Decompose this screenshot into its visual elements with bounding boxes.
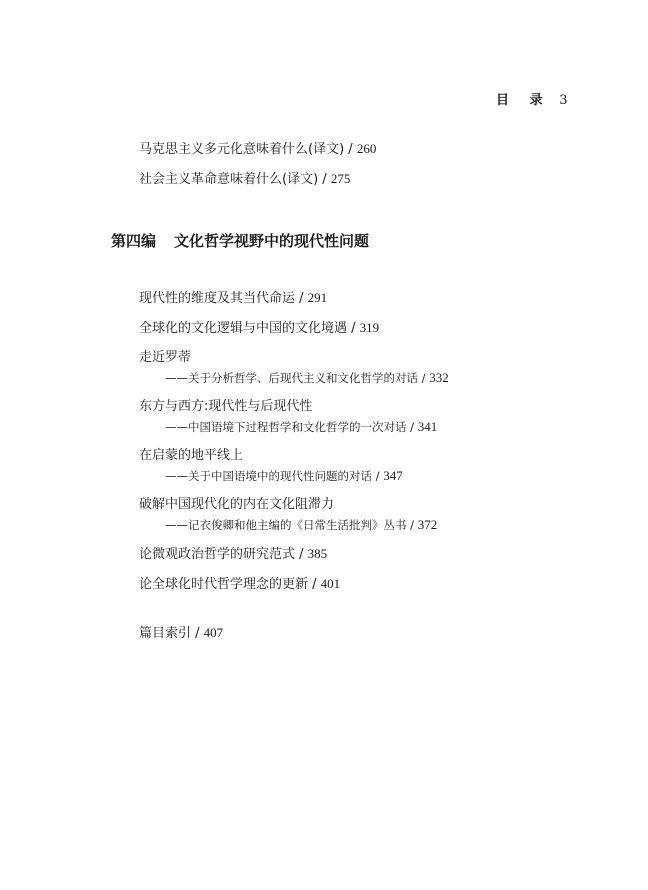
entry-subtitle-line [139,517,449,533]
entry-page: 401 [320,576,341,591]
entry-separator: / [191,626,204,641]
section-number: 第四编 [111,232,157,250]
entry-page: 372 [417,517,438,532]
entry-subtitle: ——关于中国语境中的现代性问题的对话 [165,469,372,483]
toc-item [139,576,449,593]
entry-separator: / [347,321,360,336]
entry-title: 论全球化时代哲学理念的更新 [139,577,309,592]
entry-separator: / [406,420,418,434]
header-page-number: 3 [559,93,568,108]
entry-title: 马克思主义多元化意味着什么(译文) [139,142,345,157]
toc-item [139,290,449,307]
header-title: 目 录 [496,93,551,108]
running-header [496,89,568,108]
section-heading [111,230,369,251]
entry-page: 385 [307,546,328,561]
toc-entry [139,399,449,415]
entry-subtitle-line [139,468,449,484]
toc-entry [139,320,449,337]
entry-page: 332 [429,370,449,385]
entry-title: 社会主义革命意味着什么(译文) [139,172,319,187]
toc-index-entry [139,625,223,642]
toc-item [139,546,449,563]
toc-entry [139,171,376,188]
entry-page: 341 [417,419,438,434]
toc-entry [139,546,449,563]
entry-separator: / [418,371,430,385]
entry-subtitle: ——记衣俊卿和他主编的《日常生活批判》丛书 [165,518,407,532]
toc-entry [139,350,449,366]
entry-separator: / [295,291,308,306]
entry-subtitle-line [139,419,449,435]
entry-subtitle: ——关于分析哲学、后现代主义和文化哲学的对话 [165,371,418,385]
entry-separator: / [318,172,331,187]
toc-top-entries [139,141,376,188]
entry-title: 论微观政治哲学的研究范式 [139,547,296,562]
entry-page: 319 [359,320,380,335]
toc-entry [139,497,449,513]
entry-title: 破解中国现代化的内在文化阻滞力 [139,497,335,512]
entry-separator: / [406,518,418,532]
entry-subtitle-line [139,370,449,386]
toc-item [139,320,449,337]
entry-title: 走近罗蒂 [139,350,192,365]
entry-title: 东方与西方:现代性与后现代性 [139,399,313,414]
toc-item [139,448,449,484]
section-title: 文化哲学视野中的现代性问题 [174,232,370,250]
entry-title: 在启蒙的地平线上 [139,448,244,463]
entry-page: 260 [356,141,377,156]
entry-separator: / [295,547,308,562]
toc-entry [139,290,449,307]
toc-section-entries [139,290,449,606]
toc-entry [139,448,449,464]
entry-title: 全球化的文化逻辑与中国的文化境遇 [139,321,348,336]
entry-separator: / [344,142,357,157]
entry-title: 现代性的维度及其当代命运 [139,291,296,306]
entry-title: 篇目索引 [139,626,192,641]
entry-page: 347 [383,468,403,483]
entry-separator: / [308,577,321,592]
toc-entry [139,141,376,158]
toc-entry [139,625,223,642]
entry-subtitle: ——中国语境下过程哲学和文化哲学的一次对话 [165,420,407,434]
entry-page: 275 [330,171,351,186]
entry-separator: / [372,469,384,483]
toc-entry [139,576,449,593]
entry-page: 291 [307,290,328,305]
toc-item [139,497,449,533]
toc-item [139,350,449,386]
entry-page: 407 [203,625,224,640]
toc-item [139,399,449,435]
